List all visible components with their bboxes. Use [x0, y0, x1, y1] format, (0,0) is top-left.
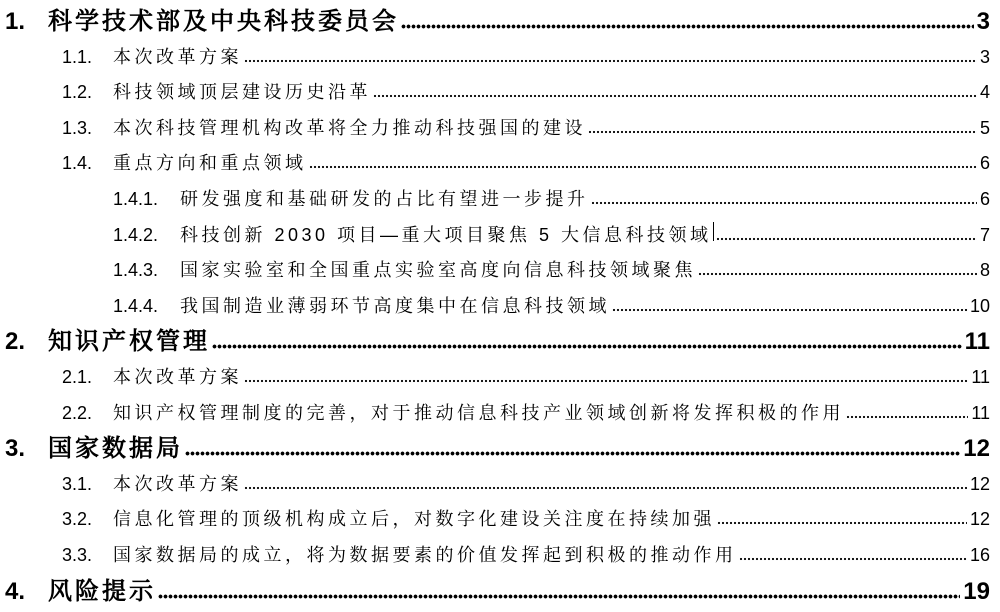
dot-leader: [158, 594, 960, 599]
toc-entry[interactable]: [62, 75, 990, 111]
toc-entry-title: 国家数据局的成立，将为数据要素的价值发挥起到积极的推动作用: [113, 544, 737, 565]
toc-entry-title: 国家实验室和全国重点实验室高度向信息科技领域聚焦: [180, 260, 696, 281]
toc-entry-page: 4: [979, 82, 990, 103]
toc-entry-page: 12: [963, 435, 990, 463]
toc-entry-number: 1.4.3.: [113, 260, 159, 281]
toc-entry[interactable]: [113, 182, 990, 218]
toc-entry-page: 12: [969, 473, 990, 494]
toc-entry-page: 3: [979, 46, 990, 67]
toc-entry-number: 1.2.: [62, 82, 93, 103]
toc-entry-number: 3.: [5, 435, 26, 463]
toc-entry[interactable]: [5, 574, 990, 610]
toc-entry-number: 1.4.1.: [113, 188, 159, 209]
toc-entry-number: 1.4.2.: [113, 224, 159, 245]
toc-entry-title: 风险提示: [48, 577, 156, 605]
toc-entry-page: 6: [979, 188, 990, 209]
toc-entry-number: 3.1.: [62, 473, 93, 494]
toc-entry-page: 16: [969, 544, 990, 565]
dot-leader: [244, 486, 967, 490]
toc-entry-page: 5: [979, 117, 990, 138]
toc-entry-page: 10: [969, 295, 990, 316]
toc-entry[interactable]: [62, 538, 990, 574]
toc-entry[interactable]: [113, 218, 990, 254]
toc-entry-page: 12: [969, 509, 990, 530]
dot-leader: [185, 451, 960, 456]
toc-entry[interactable]: [62, 502, 990, 538]
toc-entry-title: 本次改革方案: [113, 366, 242, 387]
toc-entry-page: 3: [976, 8, 990, 35]
toc-entry-title: 本次改革方案: [113, 473, 242, 494]
toc-entry-title: 科技创新 2030 项目—重大项目聚焦 5 大信息科技领域: [180, 224, 712, 245]
toc-entry[interactable]: [113, 289, 990, 325]
toc-entry-number: 1.: [5, 8, 26, 35]
toc-entry[interactable]: [62, 111, 990, 147]
toc-entry-title: 本次科技管理机构改革将全力推动科技强国的建设: [113, 117, 586, 138]
toc-entry-page: 7: [979, 224, 990, 245]
dot-leader: [717, 521, 967, 525]
toc-entry-number: 3.2.: [62, 509, 93, 530]
toc-entry[interactable]: [5, 431, 990, 467]
toc-entry-number: 1.4.: [62, 153, 93, 174]
dot-leader: [846, 415, 968, 419]
dot-leader: [612, 308, 967, 312]
toc-entry-number: 2.2.: [62, 402, 93, 423]
toc-entry-number: 1.3.: [62, 117, 93, 138]
dot-leader: [591, 201, 977, 205]
toc-entry-title: 国家数据局: [48, 435, 183, 463]
toc-entry-title: 知识产权管理: [48, 328, 210, 356]
toc-entry-title: 我国制造业薄弱环节高度集中在信息科技领域: [180, 295, 610, 316]
toc-entry-title: 科学技术部及中央科技委员会: [48, 8, 399, 35]
toc-entry-number: 1.4.4.: [113, 295, 159, 316]
dot-leader: [698, 272, 977, 276]
dot-leader: [373, 94, 977, 98]
toc-entry[interactable]: [62, 467, 990, 503]
text-cursor: [713, 222, 714, 241]
toc-entry[interactable]: [62, 360, 990, 396]
dot-leader: [212, 344, 962, 349]
toc-entry-page: 11: [964, 328, 990, 356]
toc-entry-title: 科技领域顶层建设历史沿革: [113, 82, 371, 103]
toc-entry-title: 研发强度和基础研发的占比有望进一步提升: [180, 188, 589, 209]
toc-entry-title: 信息化管理的顶级机构成立后，对数字化建设关注度在持续加强: [113, 509, 715, 530]
toc-entry[interactable]: [5, 324, 990, 360]
dot-leader: [244, 59, 977, 63]
dot-leader: [244, 379, 968, 383]
toc-entry[interactable]: [5, 4, 990, 40]
toc-entry-page: 6: [979, 153, 990, 174]
toc-entry-number: 1.1.: [62, 46, 93, 67]
toc-entry-page: 11: [971, 366, 990, 387]
toc-entry-title: 重点方向和重点领域: [113, 153, 307, 174]
toc-entry-number: 4.: [5, 577, 26, 605]
dot-leader: [739, 557, 967, 561]
toc-entry[interactable]: [62, 146, 990, 182]
toc-entry[interactable]: [62, 396, 990, 432]
toc-entry[interactable]: [113, 253, 990, 289]
toc-entry-number: 2.1.: [62, 366, 93, 387]
dot-leader: [716, 237, 977, 241]
dot-leader: [309, 165, 977, 169]
toc-entry-number: 3.3.: [62, 544, 93, 565]
toc-entry-page: 8: [979, 260, 990, 281]
dot-leader: [401, 24, 974, 29]
toc-entry-page: 11: [971, 402, 990, 423]
toc-entry[interactable]: [62, 40, 990, 76]
toc-entry-title: 本次改革方案: [113, 46, 242, 67]
dot-leader: [588, 130, 977, 134]
toc-entry-number: 2.: [5, 328, 26, 356]
toc-entry-title: 知识产权管理制度的完善，对于推动信息科技产业领域创新将发挥积极的作用: [113, 402, 844, 423]
toc-entry-page: 19: [963, 577, 990, 605]
